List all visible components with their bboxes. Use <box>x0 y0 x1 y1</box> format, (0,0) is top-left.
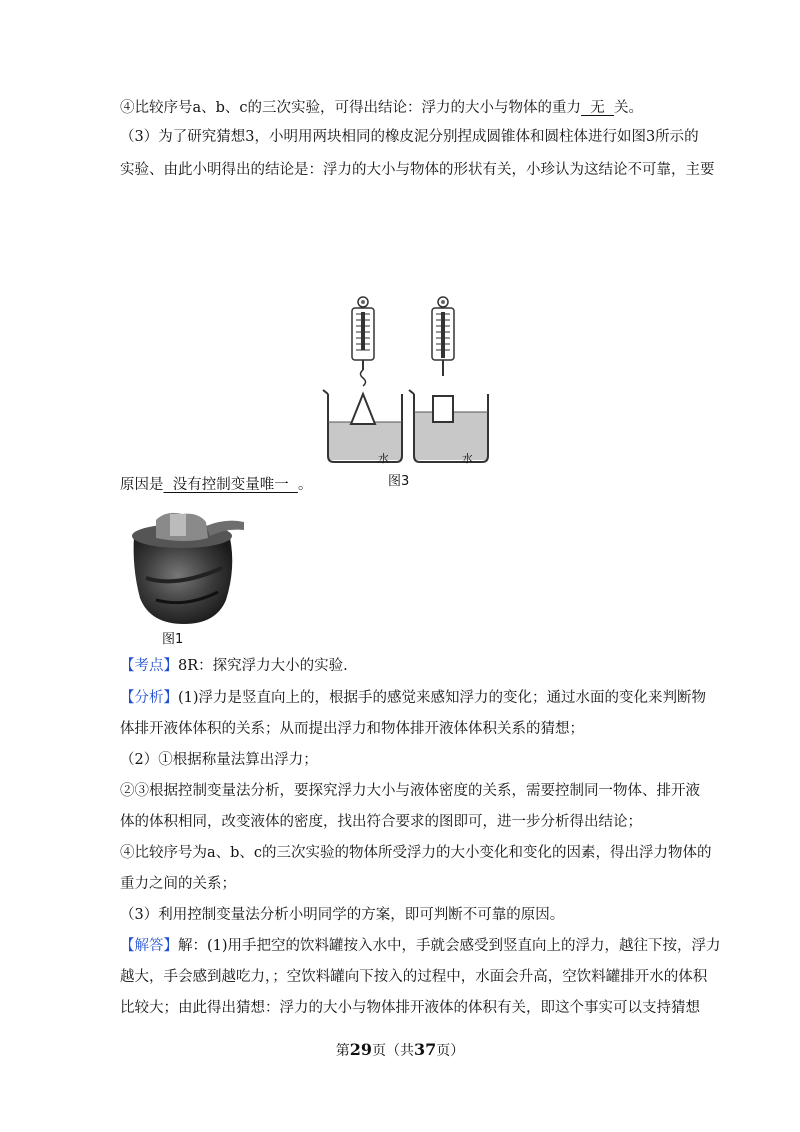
line-question-3: （3）为了研究猜想3，小明用两块相同的橡皮泥分别捏成圆锥体和圆柱体进行如图3所示的 <box>120 129 699 145</box>
figure-3-caption: 图3 <box>388 474 410 489</box>
footer-page-number: 29 <box>349 1040 372 1059</box>
jieda-line-1 <box>120 936 721 956</box>
right-spring-scale <box>432 297 454 376</box>
jieda-text-1: 解：(1)用手把空的饮料罐按入水中，手就会感受到竖直向上的浮力，越往下按，浮力 <box>178 938 721 954</box>
figure-1-photo <box>126 508 248 628</box>
line-conclusion-text: ④比较序号a、b、c的三次实验，可得出结论：浮力的大小与物体的重力 <box>120 100 582 116</box>
cone-object <box>351 394 375 424</box>
footer-post: 页） <box>436 1043 465 1059</box>
line-question-3-cont: 实验、由此小明得出的结论是：浮力的大小与物体的形状有关，小珍认为这结论不可靠，主要 <box>120 162 715 178</box>
figure-3-diagram <box>320 290 500 490</box>
jieda-line-2: 越大，手会感到越吃力，；空饮料罐向下按入的过程中，水面会升高，空饮料罐排开水的体积 <box>120 969 708 985</box>
line-reason <box>120 475 312 495</box>
jieda-line-3: 比较大；由此得出猜想：浮力的大小与物体排开液体的体积有关，即这个事实可以支持猜想 <box>120 1000 700 1016</box>
fenxi-tag: 【分析】 <box>120 690 178 706</box>
line-reason-end: 。 <box>297 477 313 493</box>
fenxi-line-4: ②③根据控制变量法分析，要探究浮力大小与液体密度的关系，需要控制同一物体、排开液 <box>120 783 700 799</box>
left-spring-scale <box>352 297 374 386</box>
fenxi-line-5: 体的体积相同，改变液体的密度，找出符合要求的图即可，进一步分析得出结论； <box>120 814 642 830</box>
kaodian-line <box>120 656 348 676</box>
right-beaker <box>409 390 488 462</box>
fenxi-line-6: ④比较序号为a、b、c的三次实验的物体所受浮力的大小变化和变化的因素，得出浮力物体的 <box>120 845 712 861</box>
page-footer <box>0 1040 800 1060</box>
footer-pre: 第 <box>335 1043 350 1059</box>
answer-blank-2: 没有控制变量唯一 <box>163 477 298 493</box>
line-conclusion-end: 关。 <box>613 100 643 116</box>
fenxi-text-1: (1)浮力是竖直向上的，根据手的感觉来感知浮力的变化；通过水面的变化来判断物 <box>178 690 707 706</box>
figure-1-caption: 图1 <box>162 632 184 647</box>
fenxi-line-3: （2）①根据称量法算出浮力； <box>120 752 318 768</box>
cylinder-object <box>433 396 453 422</box>
kaodian-tag: 【考点】 <box>120 658 178 674</box>
left-beaker <box>323 390 402 462</box>
answer-blank-1: 无 <box>581 100 614 116</box>
fenxi-line-1 <box>120 688 706 708</box>
fenxi-line-7: 重力之间的关系； <box>120 876 236 892</box>
water-label-left: 水 <box>378 452 389 465</box>
line-conclusion <box>120 98 643 118</box>
jieda-tag: 【解答】 <box>120 938 178 954</box>
footer-total-pages: 37 <box>414 1040 437 1059</box>
footer-mid: 页（共 <box>372 1043 414 1059</box>
line-reason-text: 原因是 <box>120 477 164 493</box>
water-label-right: 水 <box>462 452 473 465</box>
kaodian-text: 8R：探究浮力大小的实验. <box>178 658 348 674</box>
fenxi-line-8: （3）利用控制变量法分析小明同学的方案，即可判断不可靠的原因。 <box>120 907 565 923</box>
fenxi-line-2: 体排开液体体积的关系；从而提出浮力和物体排开液体体积关系的猜想； <box>120 721 584 737</box>
